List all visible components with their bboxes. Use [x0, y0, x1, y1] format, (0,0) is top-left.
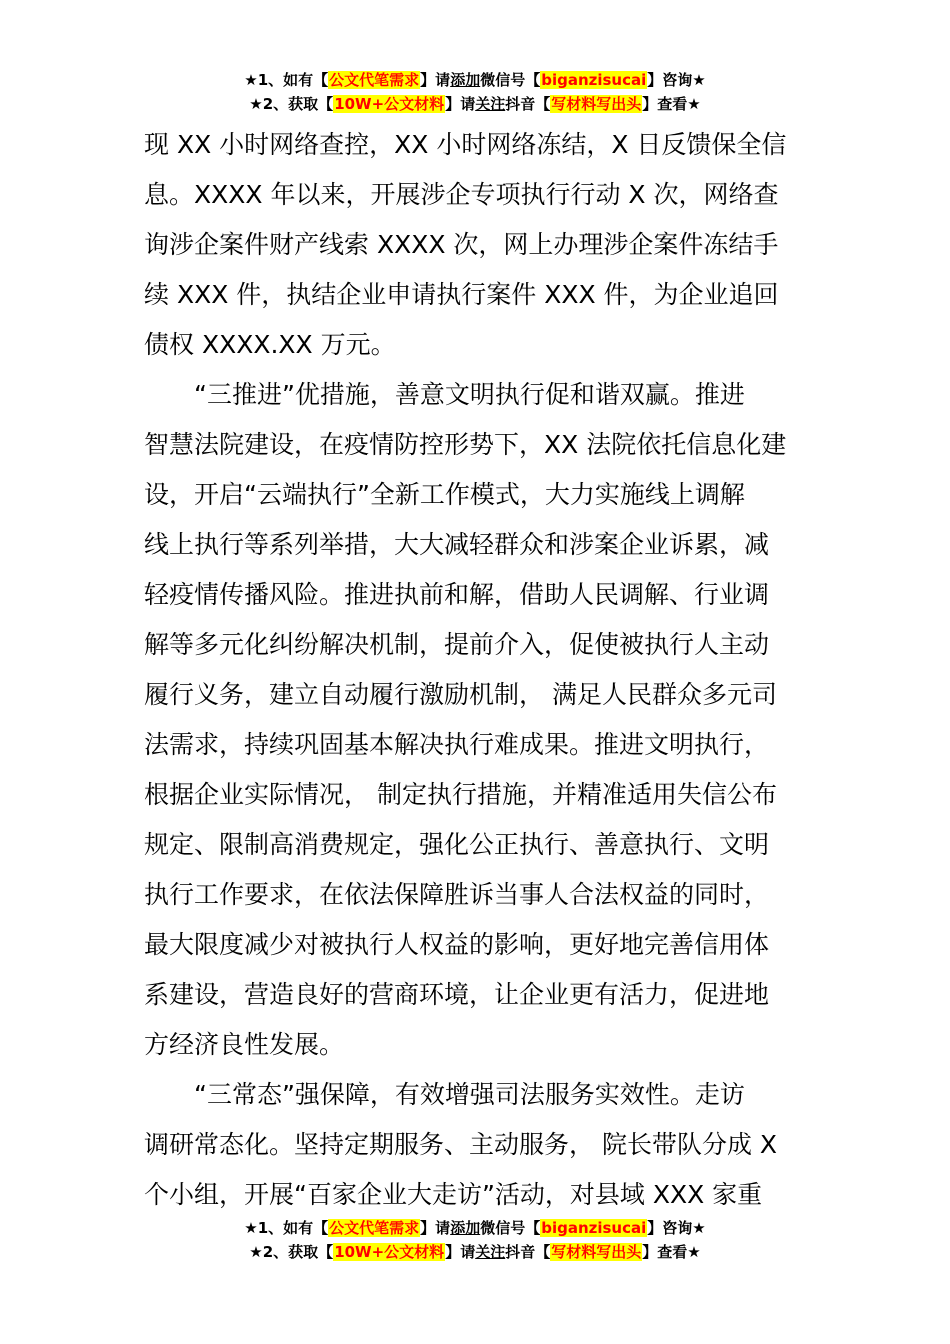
text-line: 债权 XXXX.XX 万元。: [144, 330, 396, 359]
highlight-douyin: 写材料写出头: [551, 1243, 642, 1261]
text-line: 执行工作要求，在依法保障胜诉当事人合法权益的同时，: [144, 880, 770, 909]
paragraph-start: “三推进”优措施，善意文明执行促和谐双赢。推进: [194, 380, 745, 409]
text-line: 规定、限制高消费规定，强化公正执行、善意执行、文明: [144, 830, 770, 859]
highlight-materials: 10W+公文材料: [334, 95, 445, 113]
text-line: 续 XXX 件，执结企业申请执行案件 XXX 件，为企业追回: [144, 280, 779, 309]
document-body: [144, 120, 808, 1220]
paragraph-start: “三常态”强保障，有效增强司法服务实效性。走访: [194, 1080, 745, 1109]
text-line: 系建设，营造良好的营商环境，让企业更有活力，促进地: [144, 980, 770, 1009]
highlight-materials: 10W+公文材料: [334, 1243, 445, 1261]
banner-line-1: ★1、如有【公文代笔需求】请添加微信号【biganzisucai】咨询★: [244, 71, 706, 89]
text-line: 履行义务，建立自动履行激励机制， 满足人民群众多元司: [144, 680, 777, 709]
banner-line-1: ★1、如有【公文代笔需求】请添加微信号【biganzisucai】咨询★: [244, 1219, 706, 1237]
header-banner: [0, 68, 950, 116]
text-line: 设，开启“云端执行”全新工作模式，大力实施线上调解: [144, 480, 745, 509]
text-line: 现 XX 小时网络查控，XX 小时网络冻结，X 日反馈保全信: [144, 130, 787, 159]
highlight-service: 公文代笔需求: [329, 1219, 420, 1237]
highlight-service: 公文代笔需求: [329, 71, 420, 89]
text-line: 调研常态化。坚持定期服务、主动服务， 院长带队分成 X: [144, 1130, 778, 1159]
text-line: 个小组，开展“百家企业大走访”活动，对县域 XXX 家重: [144, 1180, 763, 1209]
text-line: 轻疫情传播风险。推进执前和解，借助人民调解、行业调: [144, 580, 770, 609]
text-line: 根据企业实际情况， 制定执行措施，并精准适用失信公布: [144, 780, 777, 809]
text-line: 息。XXXX 年以来，开展涉企专项执行行动 X 次，网络查: [144, 180, 779, 209]
banner-line-2: ★2、获取【10W+公文材料】请关注抖音【写材料写出头】查看★: [249, 1243, 701, 1261]
text-line: 方经济良性发展。: [144, 1030, 345, 1059]
highlight-wechat: biganzisucai: [541, 1219, 647, 1237]
highlight-wechat: biganzisucai: [541, 71, 647, 89]
highlight-douyin: 写材料写出头: [551, 95, 642, 113]
banner-line-2: ★2、获取【10W+公文材料】请关注抖音【写材料写出头】查看★: [249, 95, 701, 113]
text-line: 解等多元化纠纷解决机制，提前介入，促使被执行人主动: [144, 630, 770, 659]
text-line: 线上执行等系列举措，大大减轻群众和涉案企业诉累，减: [144, 530, 770, 559]
text-line: 智慧法院建设，在疫情防控形势下，XX 法院依托信息化建: [144, 430, 787, 459]
text-line: 询涉企案件财产线索 XXXX 次，网上办理涉企案件冻结手: [144, 230, 779, 259]
text-line: 最大限度减少对被执行人权益的影响，更好地完善信用体: [144, 930, 770, 959]
footer-banner: [0, 1216, 950, 1264]
text-line: 法需求，持续巩固基本解决执行难成果。推进文明执行，: [144, 730, 770, 759]
